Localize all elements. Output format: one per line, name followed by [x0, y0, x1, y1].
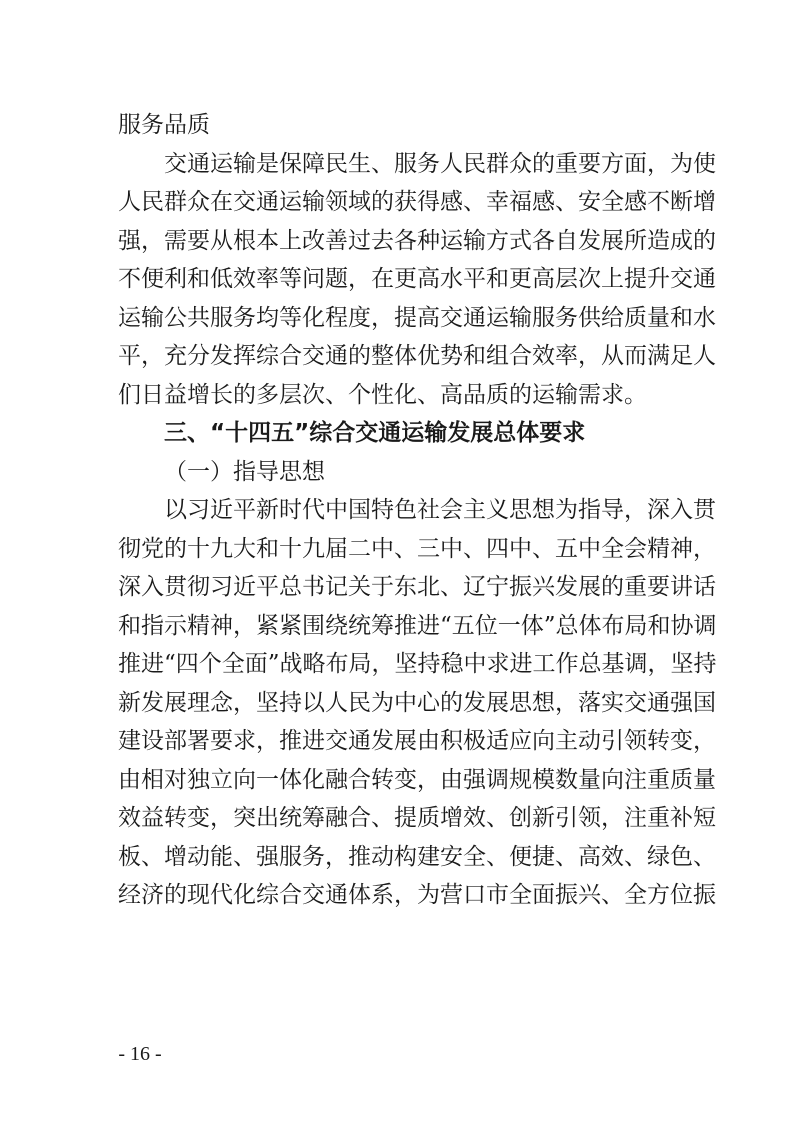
paragraph-line: 人民群众在交通运输领域的获得感、幸福感、安全感不断增	[118, 189, 716, 215]
text-line-section-tail: 服务品质	[118, 112, 210, 138]
paragraph-line: 建设部署要求，推进交通发展由积极适应向主动引领转变，	[118, 728, 716, 754]
document-body	[118, 106, 717, 915]
subsection-heading: （一）指导思想	[164, 458, 325, 485]
paragraph-line: 彻党的十九大和十九届二中、三中、四中、五中全会精神，	[118, 535, 716, 562]
paragraph-line-last: 们日益增长的多层次、个性化、高品质的运输需求。	[118, 381, 647, 408]
paragraph-line: 板、增动能、强服务，推动构建安全、便捷、高效、绿色、	[118, 843, 716, 870]
paragraph-line: 强，需要从根本上改善过去各种运输方式各自发展所造成的	[118, 227, 716, 254]
paragraph-line: 经济的现代化综合交通体系，为营口市全面振兴、全方位振	[118, 882, 716, 908]
paragraph-line: 交通运输是保障民生、服务人民群众的重要方面，为使	[164, 150, 716, 177]
section-heading: 三、“十四五”综合交通运输发展总体要求	[164, 420, 586, 446]
page-number: - 16 -	[118, 1043, 162, 1065]
paragraph-line: 和指示精神，紧紧围绕统筹推进“五位一体”总体布局和协调	[118, 612, 717, 639]
paragraph-line: 以习近平新时代中国特色社会主义思想为指导，深入贯	[164, 497, 716, 523]
paragraph-line: 效益转变，突出统筹融合、提质增效、创新引领，注重补短	[118, 805, 716, 831]
paragraph-line: 不便利和低效率等问题，在更高水平和更高层次上提升交通	[118, 266, 716, 292]
paragraph-line: 新发展理念，坚持以人民为中心的发展思想，落实交通强国	[118, 689, 716, 716]
paragraph-line: 深入贯彻习近平总书记关于东北、辽宁振兴发展的重要讲话	[118, 574, 716, 600]
paragraph-line: 运输公共服务均等化程度，提高交通运输服务供给质量和水	[118, 304, 716, 331]
paragraph-line: 由相对独立向一体化融合转变，由强调规模数量向注重质量	[118, 766, 716, 793]
paragraph-line: 推进“四个全面”战略布局，坚持稳中求进工作总基调，坚持	[118, 651, 717, 677]
paragraph-line: 平，充分发挥综合交通的整体优势和组合效率，从而满足人	[118, 343, 716, 369]
